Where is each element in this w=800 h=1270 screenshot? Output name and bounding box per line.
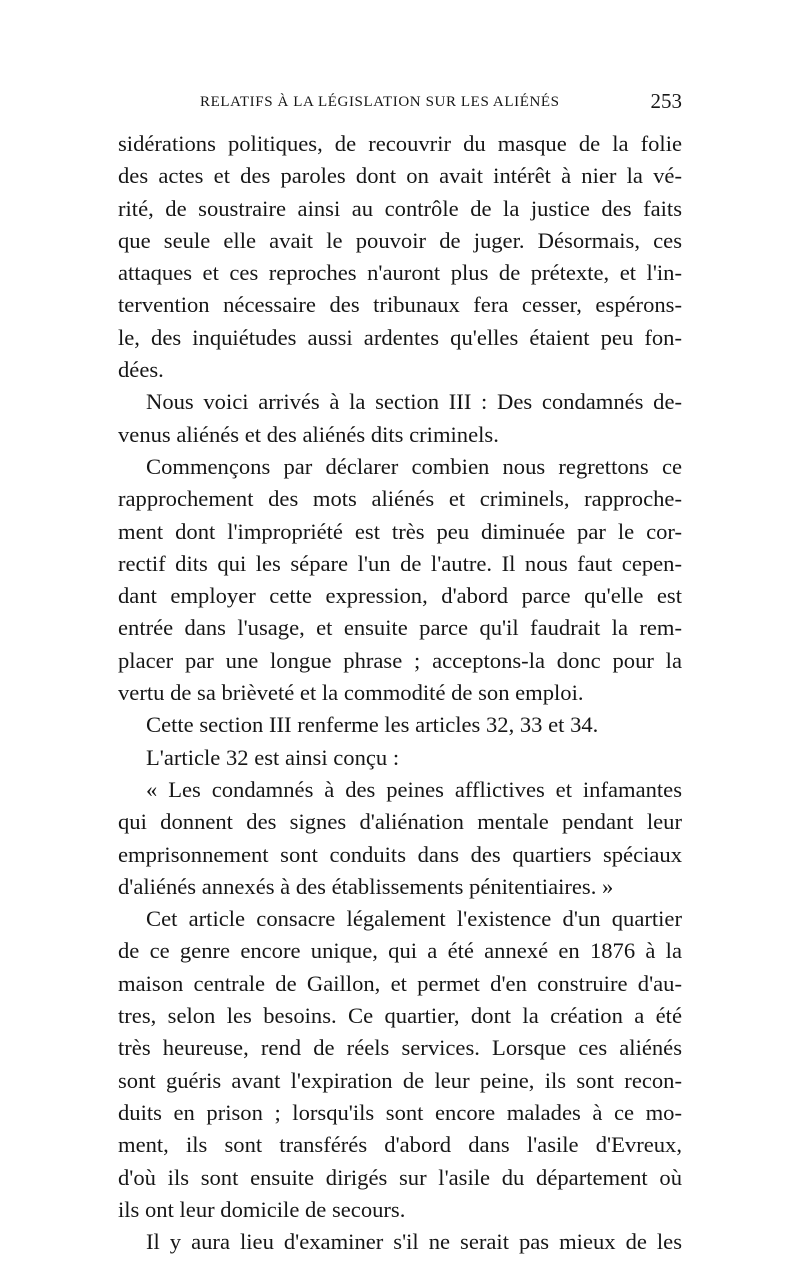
text-line: de ce genre encore unique, qui a été annexé en 1876 à la [118, 938, 682, 964]
text-line: maison centrale de Gaillon, et permet d'en construire d'au- [118, 970, 682, 996]
text-line: ment dont l'impropriété est très peu diminuée par le cor- [118, 518, 682, 544]
text-line: Cet article consacre légalement l'existence d'un quartier [146, 906, 682, 932]
text-line: emprisonnement sont conduits dans des quartiers spéciaux [118, 841, 682, 867]
text-line: Commençons par déclarer combien nous regrettons ce [146, 453, 682, 479]
text-line: Nous voici arrivés à la section III : Des condamnés de- [146, 389, 682, 415]
text-line: sidérations politiques, de recouvrir du masque de la folie [118, 131, 682, 156]
text-line: « Les condamnés à des peines afflictives et infamantes [146, 776, 682, 802]
text-line: vertu de sa brièveté et la commodité de son emploi. [118, 680, 584, 706]
text-line: des actes et des paroles dont on avait intérêt à nier la vé- [118, 163, 682, 189]
body-text [118, 128, 682, 1258]
text-line: rité, de soustraire ainsi au contrôle de la justice des faits [118, 195, 682, 221]
text-line: rapprochement des mots aliénés et criminels, rapproche- [118, 486, 682, 512]
running-title: RELATIFS À LA LÉGISLATION SUR LES ALIÉNÉS [200, 94, 560, 110]
text-line: dant employer cette expression, d'abord parce qu'elle est [118, 583, 682, 609]
text-line: L'article 32 est ainsi conçu : [146, 744, 400, 770]
text-line: ils ont leur domicile de secours. [118, 1196, 406, 1222]
text-line: Cette section III renferme les articles 32, 33 et 34. [146, 712, 599, 738]
text-line: d'où ils sont ensuite dirigés sur l'asile du département où [118, 1164, 682, 1190]
text-line: Il y aura lieu d'examiner s'il ne serait pas mieux de les [146, 1229, 682, 1255]
page-number: 253 [650, 89, 682, 113]
text-line: attaques et ces reproches n'auront plus de prétexte, et l'in- [118, 260, 682, 286]
text-line: que seule elle avait le pouvoir de juger. Désormais, ces [118, 227, 682, 253]
text-line: duits en prison ; lorsqu'ils sont encore malades à ce mo- [118, 1099, 682, 1125]
text-line: sont guéris avant l'expiration de leur peine, ils sont recon- [118, 1067, 682, 1093]
text-line: rectif dits qui les sépare l'un de l'autre. Il nous faut cepen- [118, 550, 682, 576]
text-line: qui donnent des signes d'aliénation mentale pendant leur [118, 809, 682, 835]
text-line: très heureuse, rend de réels services. Lorsque ces aliénés [118, 1035, 682, 1061]
page-header [118, 89, 682, 122]
text-line: placer par une longue phrase ; acceptons-la donc pour la [118, 647, 682, 673]
text-line: tervention nécessaire des tribunaux fera cesser, espérons- [118, 292, 682, 318]
text-line: le, des inquiétudes aussi ardentes qu'elles étaient peu fon- [118, 324, 682, 350]
text-line: d'aliénés annexés à des établissements pénitentiaires. » [118, 873, 614, 899]
text-line: dées. [118, 357, 164, 383]
text-line: ment, ils sont transférés d'abord dans l'asile d'Evreux, [118, 1132, 682, 1158]
text-line: entrée dans l'usage, et ensuite parce qu'il faudrait la rem- [118, 615, 682, 641]
text-line: venus aliénés et des aliénés dits criminels. [118, 421, 499, 447]
text-line: tres, selon les besoins. Ce quartier, dont la création a été [118, 1003, 682, 1029]
